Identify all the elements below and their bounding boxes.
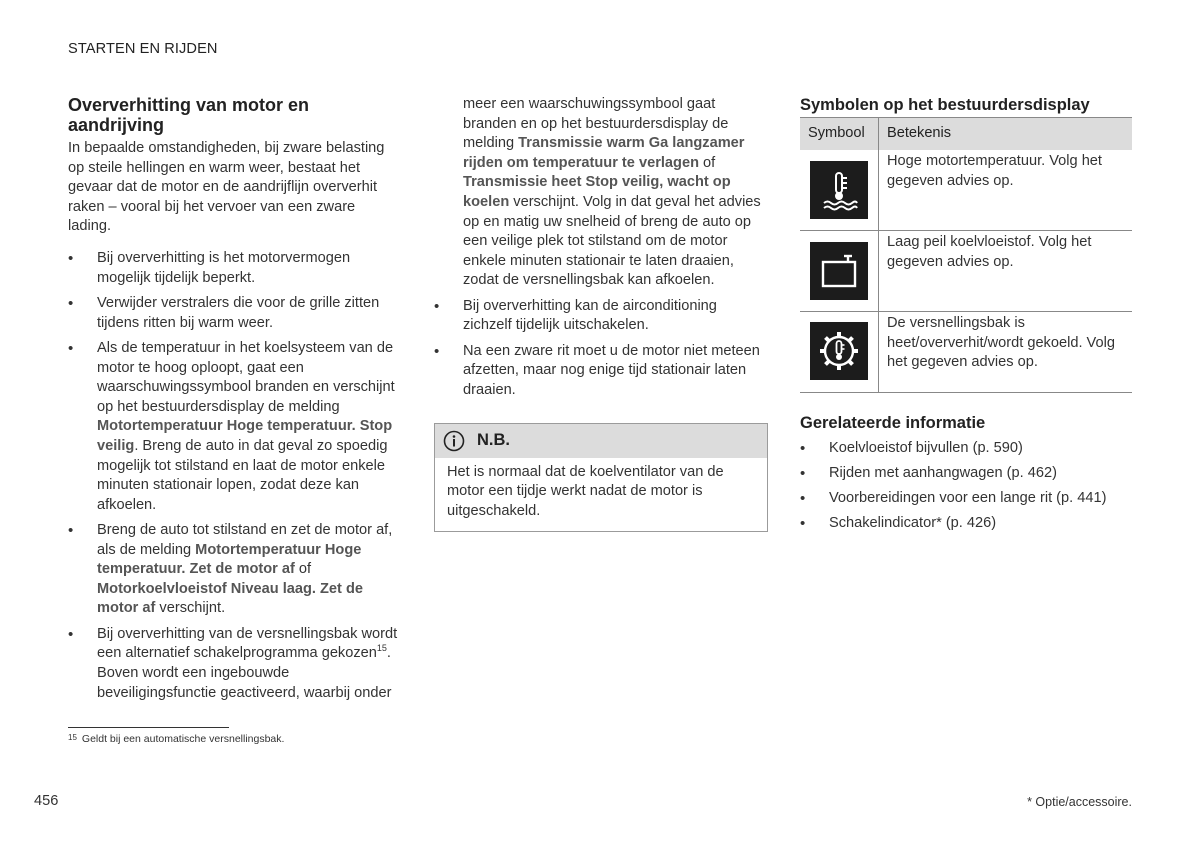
column-2 xyxy=(434,95,768,532)
footnote-divider xyxy=(68,727,229,728)
column-3 xyxy=(800,95,1132,533)
related-info xyxy=(800,413,1132,533)
table-row xyxy=(800,150,1132,231)
display-message: Motortemperatuur Hoge temperatuur. Stop veilig xyxy=(97,418,393,454)
list-item: • Bij oververhitting van de versnellingsbak wordt een alternatief schakelprogramma gekozen$^{15}$. Boven wordt een ingebouwde beveiligingsfunctie geactiveerd, waarbij onder xyxy=(68,625,402,703)
symbols-table xyxy=(800,117,1132,393)
display-message: Motortemperatuur Hoge temperatuur. Zet de motor af xyxy=(97,541,362,578)
bullet-list xyxy=(68,249,402,703)
info-icon xyxy=(443,430,465,452)
table-header-row xyxy=(800,118,1132,151)
column-header-symbol: Symbool xyxy=(800,118,879,151)
list-item: • Bij oververhitting is het motorvermogen mogelijk tijdelijk beperkt. xyxy=(68,249,402,288)
footnote: $^{15}$ Geldt bij een automatische versnellingsbak. xyxy=(68,733,285,745)
related-link[interactable]: • Schakelindicator* (p. 426) xyxy=(800,514,1132,534)
list-item: • Als de temperatuur in het koelsysteem van de motor te hoog oploopt, gaat een waarschuwingssymbool branden en verschijnt op het bestuurdersdisplay de melding Motortemperatuur Hoge temperatuur. Stop veilig. Breng de auto in dat geval zo spoedig mogelijk tot stilstand en laat de motor enkele minuten stationair lopen, zodat deze kan afkoelen. xyxy=(68,339,402,515)
table-title: Symbolen op het bestuurdersdisplay xyxy=(800,96,1090,114)
section-header: STARTEN EN RIJDEN xyxy=(68,41,218,57)
meaning-text: De versnellingsbak is heet/oververhit/wordt gekoeld. Volg het gegeven advies op. xyxy=(879,312,1133,393)
column-1 xyxy=(68,95,402,703)
intro-paragraph: In bepaalde omstandigheden, bij zware belasting op steile hellingen en warm weer, bestaat het gevaar dat de motor en de aandrijflijn oververhit raken – vooral bij het vervoer van een zware lading. xyxy=(68,140,385,235)
engine-temperature-icon xyxy=(810,161,868,219)
note-header xyxy=(435,424,767,458)
display-message: Transmissie warm Ga langzamer rijden om temperatuur te verlagen xyxy=(463,135,745,171)
related-link[interactable]: • Rijden met aanhangwagen (p. 462) xyxy=(800,464,1132,484)
related-link[interactable]: • Koelvloeistof bijvullen (p. 590) xyxy=(800,439,1132,459)
continued-paragraph: meer een waarschuwingssymbool gaat branden en op het bestuurdersdisplay de melding Transmissie warm Ga langzamer rijden om temperatuur te verlagen of Transmissie heet Stop veilig, wacht op koelen verschijnt. Volg in dat geval het advies op en matig uw snelheid of breng de auto op een veilige plek tot stilstand om de motor enkele minuten stationair te laten draaien, zodat de versnellingsbak kan afkoelen. xyxy=(463,96,761,289)
meaning-text: Laag peil koelvloeistof. Volg het gegeven advies op. xyxy=(879,231,1133,312)
table-row xyxy=(800,312,1132,393)
note-text: Het is normaal dat de koelventilator van de motor een tijdje werkt nadat de motor is uitgeschakeld. xyxy=(447,463,724,519)
display-message: Motorkoelvloeistof Niveau laag. Zet de motor af xyxy=(97,580,363,617)
coolant-level-icon xyxy=(810,242,868,300)
list-item: • Breng de auto tot stilstand en zet de motor af, als de melding Motortemperatuur Hoge temperatuur. Zet de motor af of Motorkoelvloeistof Niveau laag. Zet de motor af verschijnt. xyxy=(68,521,402,619)
meaning-text: Hoge motortemperatuur. Volg het gegeven advies op. xyxy=(879,150,1133,231)
note-title: N.B. xyxy=(477,430,510,449)
page-title: Oververhitting van motor en aandrijving xyxy=(68,95,310,135)
related-link[interactable]: • Voorbereidingen voor een lange rit (p. 441) xyxy=(800,489,1132,509)
page-number: 456 xyxy=(34,793,59,809)
list-item: • Verwijder verstralers die voor de grille zitten tijdens ritten bij warm weer. xyxy=(68,294,402,333)
bullet-list xyxy=(434,297,768,401)
footnote-ref: 15 xyxy=(376,643,387,654)
table-row xyxy=(800,231,1132,312)
column-header-meaning: Betekenis xyxy=(879,118,1133,151)
option-note: * Optie/accessoire. xyxy=(1027,795,1132,809)
display-message: Transmissie heet Stop veilig, wacht op koelen xyxy=(463,174,731,210)
related-title: Gerelateerde informatie xyxy=(800,414,986,432)
list-item: • Na een zware rit moet u de motor niet meteen afzetten, maar nog enige tijd stationair laten draaien. xyxy=(434,342,768,401)
transmission-temperature-icon xyxy=(810,322,868,380)
related-list xyxy=(800,439,1132,534)
note-box xyxy=(434,423,768,533)
list-item: • Bij oververhitting kan de airconditioning zichzelf tijdelijk uitschakelen. xyxy=(434,297,768,336)
